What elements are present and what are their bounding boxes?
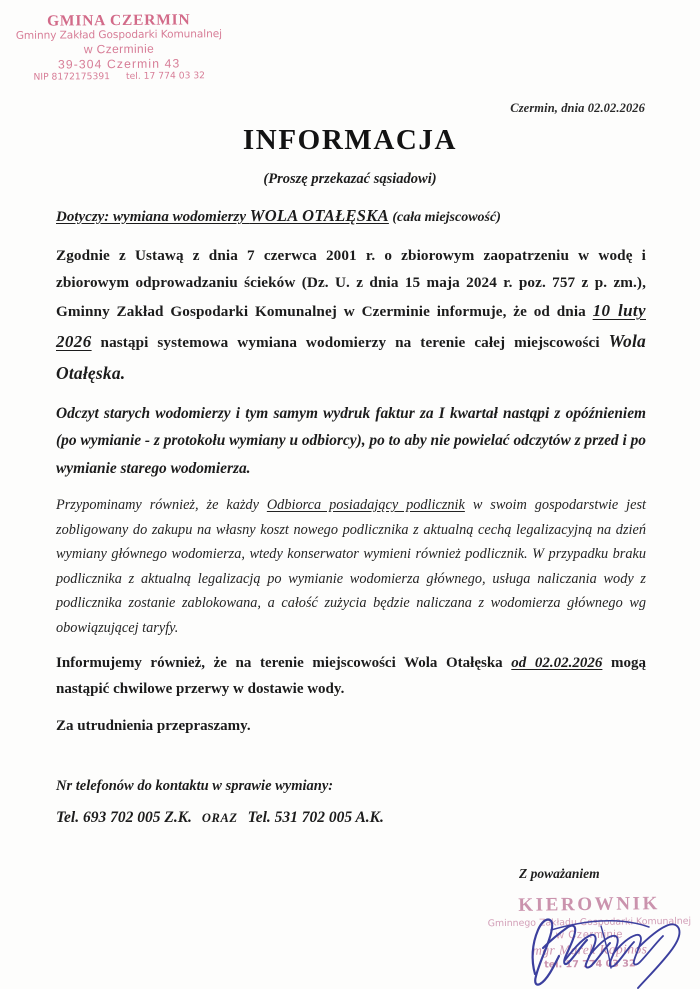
contact-separator: ORAZ (201, 811, 238, 825)
contact-phone-numbers (56, 809, 646, 827)
stamp-telephone: tel. 17 774 03 32 (125, 70, 206, 83)
submeter-text-1: Przypominamy również, że każdy (56, 497, 267, 513)
interruption-text-1: Informujemy również, że na terenie miejscowości Wola Otałęska (56, 655, 512, 672)
document-date: Czermin, dnia 02.02.2026 (510, 101, 645, 115)
paragraph-apology: Za utrudnienia przepraszamy. (56, 718, 251, 735)
locality-name-emphasis: Wola Otałęska. (56, 331, 646, 383)
stamp-organization: Gminny Zakład Gospodarki Komunalnej (15, 28, 223, 43)
subject-suffix: (cała miejscowość) (388, 210, 501, 225)
paragraph-legal-text-1: Zgodnie z Ustawą z dnia 7 czerwca 2001 r. o zbiorowym zaopatrzeniu w wodę i zbiorowym odprowadzaniu ścieków (Dz. U. z dnia 15 maja 2024 r. poz. 757 z p. zm.), Gminny Zakład Gospodarki Komunalnej w Czerminie informuje, że od dnia (56, 247, 646, 321)
subject-locality: WOLA OTAŁĘSKA (249, 206, 389, 225)
subject-line (56, 206, 646, 226)
paragraph-submeter-notice (56, 493, 646, 640)
paragraph-water-interruption (56, 651, 646, 703)
sig-stamp-name: mgr Marek Kapinos (532, 941, 648, 958)
stamp-address: 39-304 Czermin 43 (57, 56, 181, 72)
stamp-nip: NIP 8172175391 (33, 71, 111, 84)
replacement-start-date: 10 luty 2026 (56, 301, 646, 352)
stamp-city: w Czerminie (83, 41, 155, 57)
header-office-stamp (14, 11, 225, 83)
sig-stamp-title: KIEROWNIK (518, 893, 661, 916)
signature-office-stamp (487, 892, 693, 973)
paragraph-legal-basis (56, 242, 646, 389)
paragraph-meter-reading: Odczyt starych wodomierzy i tym samym wydruk faktur za I kwartał nastąpi z opóźnieniem (po wymianie - z protokołu wymiany u odbiorcy), po to aby nie powielać odczytów z przed i po wymianie starego wodomierza. (56, 404, 646, 477)
interruption-text-2: mogą nastąpić chwilowe przerwy w dostawie wody. (56, 655, 647, 698)
submeter-text-2: w swoim gospodarstwie jest zobligowany do zakupu na własny koszt nowego podlicznika z aktualną cechą legalizacyjną na dzień wymiany głównego wodomierza, wtedy konserwator wymieni również podlicznik. W przypadku braku podlicznika z aktualną legalizacją po wymianie wodomierza głównego, usługa naliczania wody z podlicznika zostanie zablokowana, a całość zużycia będzie naliczana z wodomierza głównego wg obowiązującej taryfy. (56, 497, 646, 636)
submeter-owner-emphasis: Odbiorca posiadający podlicznik (266, 497, 465, 513)
contact-section (56, 778, 646, 827)
sig-stamp-organization: Gminnego Zakładu Gospodarki Komunalnej (487, 915, 692, 929)
contact-heading: Nr telefonów do kontaktu w sprawie wymiany: (56, 778, 334, 794)
document-body (56, 206, 646, 749)
interruption-start-date: od 02.02.2026 (511, 655, 603, 672)
page-subtitle: (Proszę przekazać sąsiadowi) (263, 171, 437, 187)
sig-stamp-city: w Czerminie (555, 928, 624, 941)
subject-prefix: Dotyczy: wymiana wodomierzy (56, 209, 250, 225)
page-title: INFORMACJA (242, 124, 458, 156)
sig-stamp-telephone: tel. 17 774 03 32 (544, 958, 636, 971)
contact-phone-2: Tel. 531 702 005 A.K. (247, 809, 384, 826)
stamp-gmina-name: GMINA CZERMIN (46, 11, 191, 30)
stamp-nip-tel (14, 71, 224, 83)
paragraph-legal-text-2: nastąpi systemowa wymiana wodomierzy na terenie całej miejscowości (91, 334, 609, 352)
contact-phone-1: Tel. 693 702 005 Z.K. (56, 809, 192, 826)
closing-regards: Z poważaniem (519, 866, 600, 881)
